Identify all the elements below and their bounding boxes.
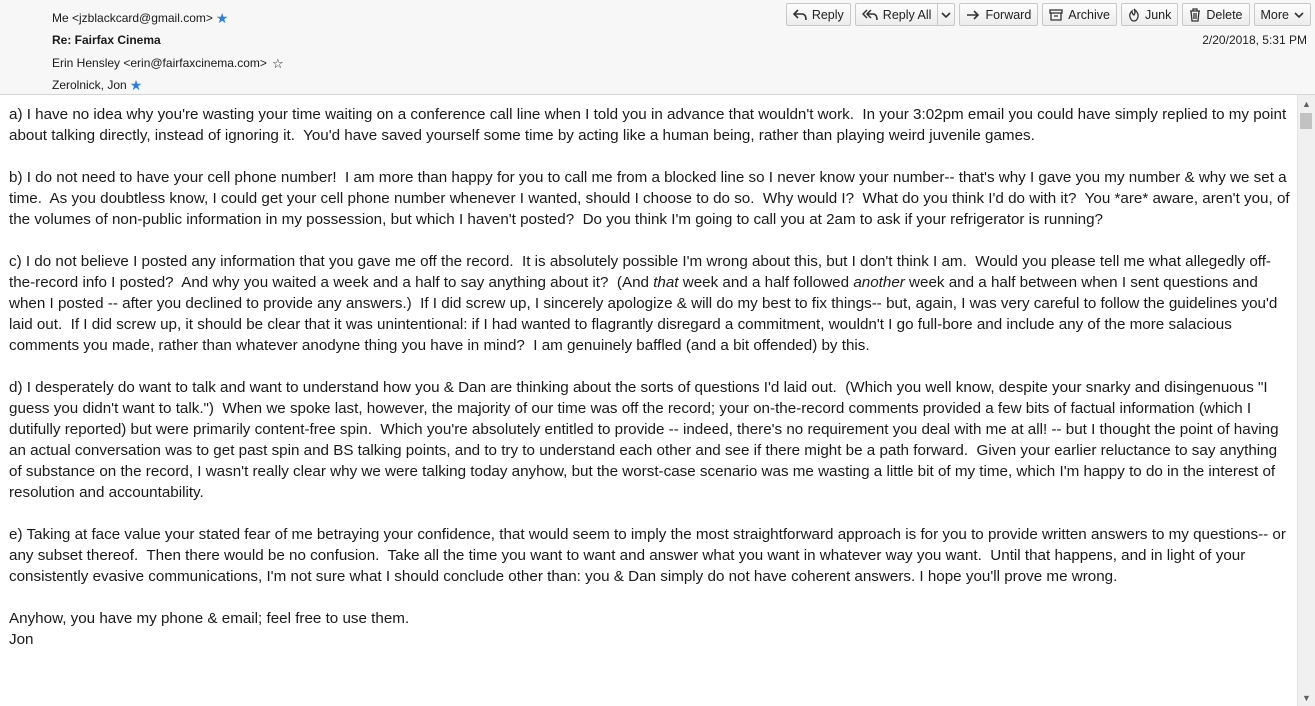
more-label: More bbox=[1260, 7, 1289, 22]
to-value[interactable]: Erin Hensley <erin@fairfaxcinema.com> bbox=[52, 56, 267, 70]
message-toolbar bbox=[786, 3, 1311, 26]
chevron-down-icon bbox=[941, 11, 951, 19]
vertical-scrollbar[interactable] bbox=[1297, 95, 1315, 706]
star-outline-icon[interactable]: ☆ bbox=[271, 55, 284, 71]
reply-icon bbox=[793, 9, 807, 21]
body-paragraph-a: a) I have no idea why you're wasting your time waiting on a conference call line when I told you in advance that wouldn't work. In your 3:02pm email you could have simply replied to my point about talking directly, instead of ignoring it. You'd have saved yourself some time by acting like a human being, rather than playing weird juvenile games. bbox=[9, 106, 1291, 144]
scrollbar-thumb[interactable] bbox=[1300, 113, 1312, 129]
reply-button[interactable] bbox=[786, 3, 851, 26]
body-text: week and a half followed bbox=[678, 274, 854, 291]
delete-label: Delete bbox=[1206, 7, 1243, 22]
delete-icon bbox=[1189, 8, 1201, 22]
archive-label: Archive bbox=[1068, 7, 1110, 22]
chevron-down-icon bbox=[1294, 11, 1304, 19]
more-button[interactable] bbox=[1254, 3, 1311, 26]
body-paragraph-d: d) I desperately do want to talk and want to understand how you & Dan are thinking about the sorts of questions I'd laid out. (Which you well know, despite your snarky and disingenuous "I guess you didn't want to talk.") When we spoke last, however, the majority of our time was off the record; your on-the-record comments provided a few bits of factual information (which I dutifully reported) but were primarily content-free spin. Which you're absolutely entitled to provide -- indeed, there's no requirement you deal with me at all! -- but I thought the point of having an actual conversation was to get past spin and BS talking points, and to try to understand each other and see if there might be a path forward. Given your earlier reluctance to say anything of substance on the record, I wasn't really clear why we were talking today anyhow, but the worst-case scenario was me wasting a little bit of my time, which I'm happy to do in the interest of resolution and accountability. bbox=[9, 379, 1283, 501]
emphasis-text: that bbox=[653, 274, 679, 291]
bcc-value[interactable]: Zerolnick, Jon bbox=[52, 78, 127, 92]
scroll-up-icon[interactable]: ▲ bbox=[1302, 98, 1311, 109]
reply-all-button[interactable] bbox=[855, 3, 939, 26]
signature: Jon bbox=[9, 631, 34, 648]
reply-all-label: Reply All bbox=[882, 7, 932, 22]
forward-button[interactable] bbox=[959, 3, 1038, 26]
star-icon[interactable]: ★ bbox=[129, 77, 143, 93]
from-value[interactable]: Me <jzblackcard@gmail.com> bbox=[52, 11, 213, 25]
junk-icon bbox=[1128, 8, 1140, 22]
body-paragraph-e: e) Taking at face value your stated fear of me betraying your confidence, that would seem to imply the most straightforward approach is for you to provide written answers to my questions-- or any subset thereof. Then there would be no confusion. Take all the time you want to want and answer what you want in whatever way you want. Until that happens, and in light of your consistently evasive communications, I'm not sure what I should conclude other than: you & Dan simply do not have coherent answers. I hope you'll prove me wrong. bbox=[9, 526, 1291, 585]
message-date: 2/20/2018, 5:31 PM bbox=[1202, 33, 1307, 47]
body-paragraph-b: b) I do not need to have your cell phone number! I am more than happy for you to call me from a blocked line so I never know your number-- that's why I gave you my number & why we set a time. As you doubtless know, I could get your cell phone number whenever I wanted, should I choose to do so. Why would I? What do you think I'd do with it? You *are* aware, aren't you, of the volumes of non-public information in my possession, but which I haven't posted? Do you think I'm going to call you at 2am to ask if your refrigerator is running? bbox=[9, 169, 1294, 228]
reply-all-split bbox=[855, 3, 956, 26]
archive-button[interactable] bbox=[1042, 3, 1117, 26]
message-header bbox=[0, 0, 1315, 95]
star-icon[interactable]: ★ bbox=[215, 10, 229, 26]
body-paragraph-c bbox=[9, 251, 1291, 356]
body-closing: Anyhow, you have my phone & email; feel free to use them. bbox=[9, 610, 410, 627]
reply-all-icon bbox=[862, 9, 878, 21]
forward-icon bbox=[966, 9, 980, 21]
junk-label: Junk bbox=[1144, 7, 1172, 22]
scroll-down-icon[interactable]: ▼ bbox=[1302, 692, 1311, 703]
reply-label: Reply bbox=[811, 7, 844, 22]
body-text: c) I do not believe I posted any information that you gave me off the record. It is absolutely possible I'm wrong about this, but I don't think I am. Would you please tell me what allegedly off-the-record info I posted? And why you waited a week and a half to say anything about it? (And bbox=[9, 253, 1271, 291]
junk-button[interactable] bbox=[1121, 3, 1178, 26]
reply-all-dropdown[interactable] bbox=[938, 3, 955, 26]
emphasis-text: another bbox=[853, 274, 905, 291]
body-text: week and a half between when I sent questions and when I posted -- after you declined to provide any answers.) If I did screw up, I sincerely apologize & will do my best to fix things-- but, again, I was very careful to follow the guidelines you'd laid out. If I did screw up, it should be clear that it was unintentional: if I had wanted to flagrantly disregard a commitment, wouldn't I go full-bore and include any of the more salacious comments you made, rather than whatever anodyne thing you have in mind? I am genuinely baffled (and a bit offended) by this. bbox=[9, 274, 1282, 354]
message-body bbox=[9, 104, 1294, 650]
delete-button[interactable] bbox=[1182, 3, 1249, 26]
archive-icon bbox=[1049, 9, 1063, 21]
subject-value: Re: Fairfax Cinema bbox=[52, 33, 161, 47]
forward-label: Forward bbox=[985, 7, 1032, 22]
